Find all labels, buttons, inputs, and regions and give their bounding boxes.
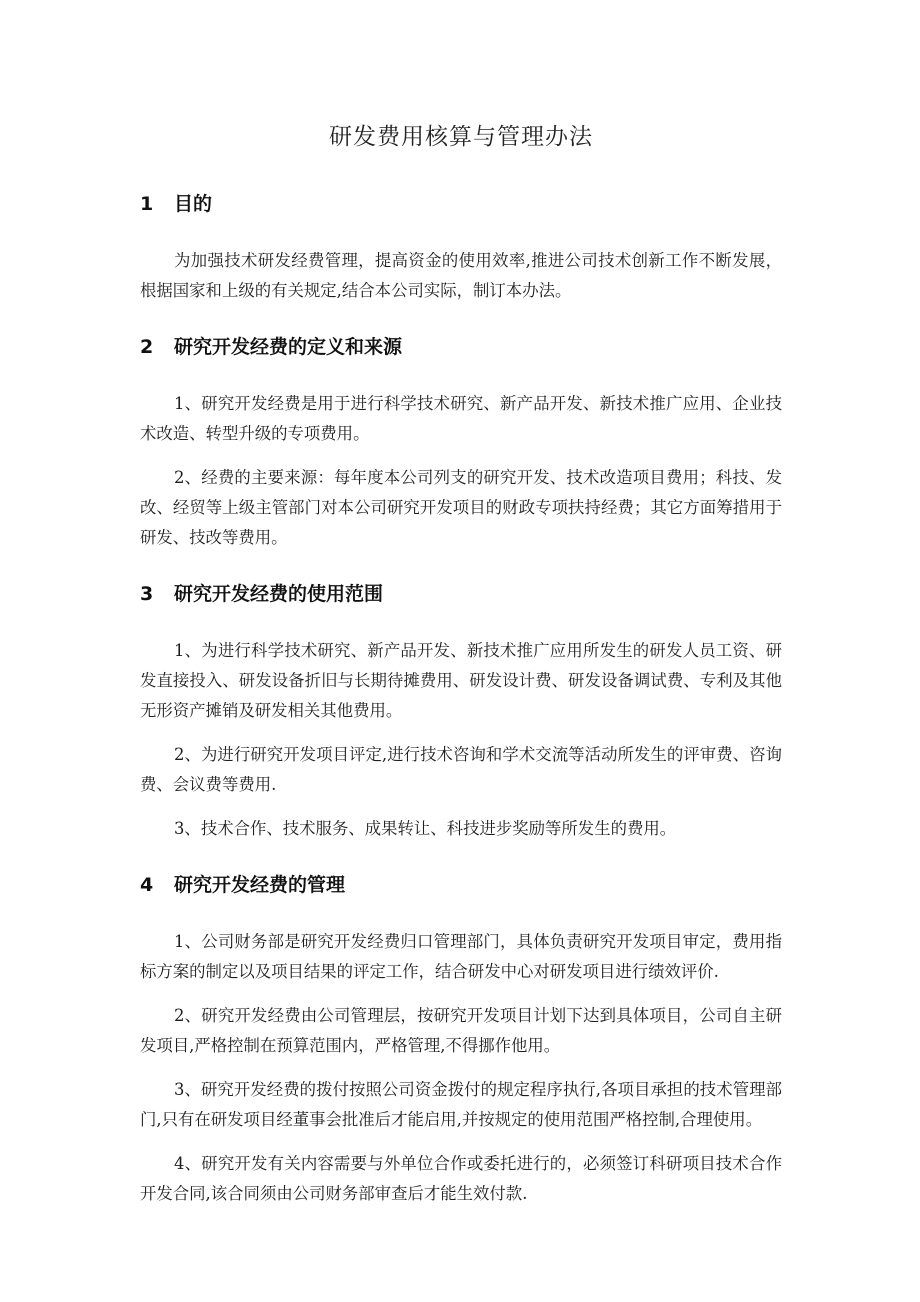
section-heading bbox=[140, 870, 782, 897]
section-management bbox=[140, 870, 782, 1209]
paragraph: 3、研究开发经费的拨付按照公司资金拨付的规定程序执行,各项目承担的技术管理部门,只有在研发项目经董事会批准后才能启用,并按规定的使用范围严格控制,合理使用。 bbox=[140, 1080, 782, 1129]
paragraph: 3、技术合作、技术服务、成果转让、科技进步奖励等所发生的费用。 bbox=[174, 819, 677, 838]
section-number: 4 bbox=[140, 874, 154, 896]
section-number: 3 bbox=[140, 583, 154, 605]
section-usage-scope bbox=[140, 579, 782, 844]
paragraph: 2、研究开发经费由公司管理层，按研究开发项目计划下达到具体项目，公司自主研发项目,严格控制在预算范围内，严格管理,不得挪作他用。 bbox=[140, 1006, 782, 1055]
section-number: 1 bbox=[140, 193, 154, 215]
section-number: 2 bbox=[140, 336, 154, 358]
section-heading bbox=[140, 579, 782, 606]
paragraph: 4、研究开发有关内容需要与外单位合作或委托进行的，必须签订科研项目技术合作开发合同,该合同须由公司财务部审查后才能生效付款. bbox=[140, 1154, 782, 1203]
paragraph: 为加强技术研发经费管理，提高资金的使用效率,推进公司技术创新工作不断发展，根据国家和上级的有关规定,结合本公司实际，制订本办法。 bbox=[140, 251, 782, 300]
section-definition-source bbox=[140, 332, 782, 553]
paragraph: 1、为进行科学技术研究、新产品开发、新技术推广应用所发生的研发人员工资、研发直接投入、研发设备折旧与长期待摊费用、研发设计费、研发设备调试费、专利及其他无形资产摊销及研发相关其他费用。 bbox=[140, 641, 782, 720]
paragraph: 2、经费的主要来源：每年度本公司列支的研究开发、技术改造项目费用；科技、发改、经贸等上级主管部门对本公司研究开发项目的财政专项扶持经费；其它方面筹措用于研发、技改等费用。 bbox=[140, 468, 782, 547]
section-heading-text: 研究开发经费的使用范围 bbox=[174, 583, 384, 605]
section-heading-text: 研究开发经费的管理 bbox=[174, 874, 346, 896]
section-heading bbox=[140, 332, 782, 359]
paragraph: 2、为进行研究开发项目评定,进行技术咨询和学术交流等活动所发生的评审费、咨询费、会议费等费用. bbox=[140, 745, 782, 794]
paragraph: 1、公司财务部是研究开发经费归口管理部门，具体负责研究开发项目审定，费用指标方案的制定以及项目结果的评定工作，结合研发中心对研发项目进行绩效评价. bbox=[140, 932, 782, 981]
section-purpose bbox=[140, 189, 782, 306]
section-heading-text: 研究开发经费的定义和来源 bbox=[174, 336, 403, 358]
paragraph: 1、研究开发经费是用于进行科学技术研究、新产品开发、新技术推广应用、企业技术改造、转型升级的专项费用。 bbox=[140, 394, 782, 443]
section-heading-text: 目的 bbox=[174, 193, 213, 215]
document-title: 研发费用核算与管理办法 bbox=[329, 124, 593, 150]
section-heading bbox=[140, 189, 782, 216]
